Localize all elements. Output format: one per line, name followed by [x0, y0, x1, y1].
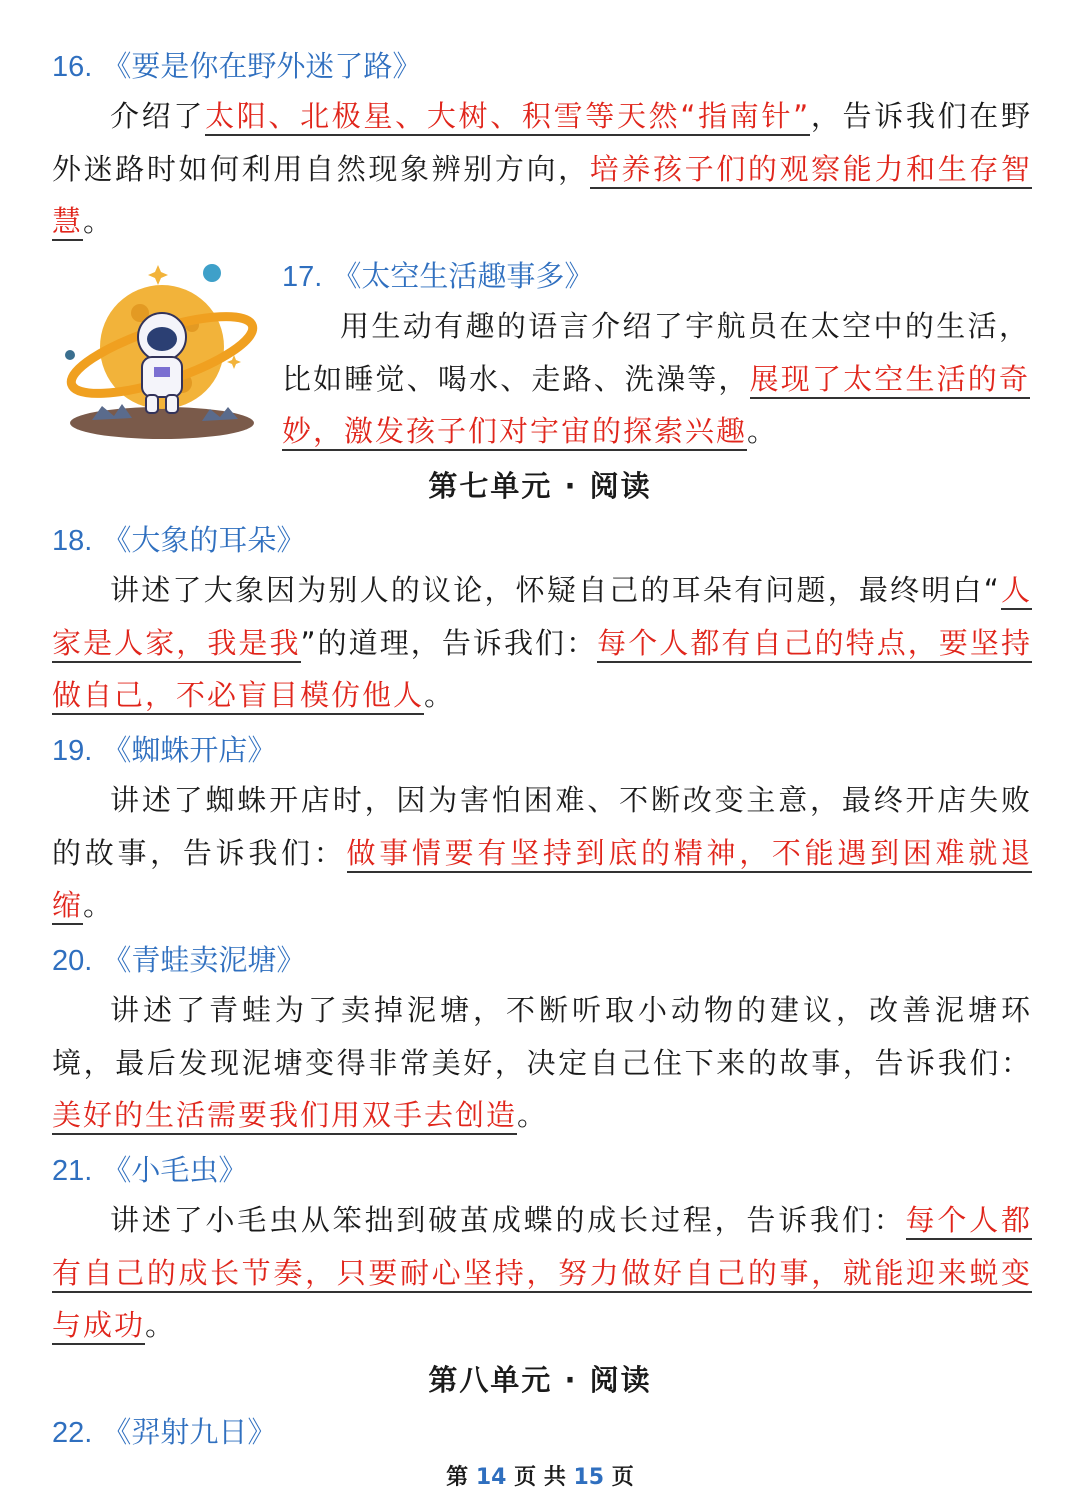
paragraph-text: 用生动有趣的语言介绍了宇航员在太空中的生活，比如睡觉、喝水、走路、洗澡等，	[282, 309, 1030, 396]
footer-text: 页	[611, 1465, 634, 1490]
footer-page-number: 14	[475, 1465, 507, 1490]
item-title-18	[52, 518, 305, 559]
footer-text: 页 共	[514, 1465, 566, 1490]
section-heading-unit8: 第八单元 · 阅读	[428, 1363, 652, 1397]
item-title-17	[282, 254, 593, 295]
item-title-text: 《蜘蛛开店》	[102, 733, 277, 767]
item-title-text: 《大象的耳朵》	[102, 523, 306, 557]
item-title-20	[52, 938, 305, 979]
item-number: 18.	[52, 525, 93, 557]
item-number: 16.	[52, 51, 93, 83]
item-title-text: 《小毛虫》	[102, 1153, 248, 1187]
item-number: 17.	[282, 261, 323, 293]
paragraph-text: 讲述了青蛙为了卖掉泥塘，不断听取小动物的建议，改善泥塘环境，最后发现泥塘变得非常美好，决定自己住下来的故事，告诉我们：	[52, 993, 1032, 1080]
item-number: 21.	[52, 1155, 93, 1187]
paragraph-text: 讲述了小毛虫从笨拙到破茧成蝶的成长过程，告诉我们：	[110, 1203, 906, 1237]
item-title-text: 《要是你在野外迷了路》	[102, 49, 422, 83]
item-title-21	[52, 1148, 247, 1189]
paragraph-text: 。	[424, 678, 456, 712]
paragraph-text: 。	[83, 888, 115, 922]
item-title-text: 《太空生活趣事多》	[332, 259, 594, 293]
page-footer	[0, 1460, 1080, 1491]
item-title-16	[52, 44, 421, 85]
paragraph-text: 。	[145, 1308, 177, 1342]
paragraph-text: ，告诉我们在野外迷路时如何利用自然现象辨别方向，	[52, 99, 1032, 186]
highlighted-key-point: 每个人都有自己的特点，要坚持做自己，不必盲目模仿他人	[52, 626, 1032, 716]
item-number: 19.	[52, 735, 93, 767]
astronaut-planet-illustration	[62, 255, 262, 445]
item-paragraph-20	[52, 984, 1032, 1142]
paragraph-text: 介绍了	[110, 99, 206, 133]
item-paragraph-19	[52, 774, 1032, 932]
item-title-22	[52, 1410, 276, 1451]
item-title-19	[52, 728, 276, 769]
paragraph-text: ”的道理，告诉我们：	[300, 625, 598, 660]
footer-total-pages: 15	[573, 1465, 605, 1490]
paragraph-text: 讲述了大象因为别人的议论，怀疑自己的耳朵有问题，最终明白“	[110, 573, 1001, 607]
highlighted-key-point: 美好的生活需要我们用双手去创造	[52, 1098, 517, 1135]
highlighted-key-point: 人家是人家，我是我	[52, 573, 1032, 663]
section-heading-unit7: 第七单元 · 阅读	[428, 469, 652, 503]
highlighted-key-point: 培养孩子们的观察能力和生存智慧	[52, 152, 1032, 242]
paragraph-text: 讲述了蜘蛛开店时，因为害怕困难、不断改变主意，最终开店失败的故事，告诉我们：	[52, 783, 1032, 870]
item-number: 22.	[52, 1417, 93, 1449]
highlighted-key-point: 每个人都有自己的成长节奏，只要耐心坚持，努力做好自己的事，就能迎来蜕变与成功	[52, 1203, 1032, 1345]
item-title-text: 《青蛙卖泥塘》	[102, 943, 306, 977]
item-title-text: 《羿射九日》	[102, 1415, 277, 1449]
highlighted-key-point: 太阳、北极星、大树、积雪等天然“指南针”	[205, 99, 810, 136]
highlighted-key-point: 做事情要有坚持到底的精神，不能遇到困难就退缩	[52, 836, 1032, 926]
item-number: 20.	[52, 945, 93, 977]
item-paragraph-18	[52, 564, 1032, 722]
highlighted-key-point: 展现了太空生活的奇妙，激发孩子们对宇宙的探索兴趣	[282, 362, 1030, 452]
paragraph-text: 。	[83, 204, 115, 238]
item-paragraph-16	[52, 90, 1032, 248]
item-paragraph-21	[52, 1194, 1032, 1352]
item-paragraph-17	[282, 300, 1030, 458]
footer-text: 第	[446, 1465, 469, 1490]
paragraph-text: 。	[517, 1098, 549, 1132]
paragraph-text: 。	[747, 414, 779, 448]
